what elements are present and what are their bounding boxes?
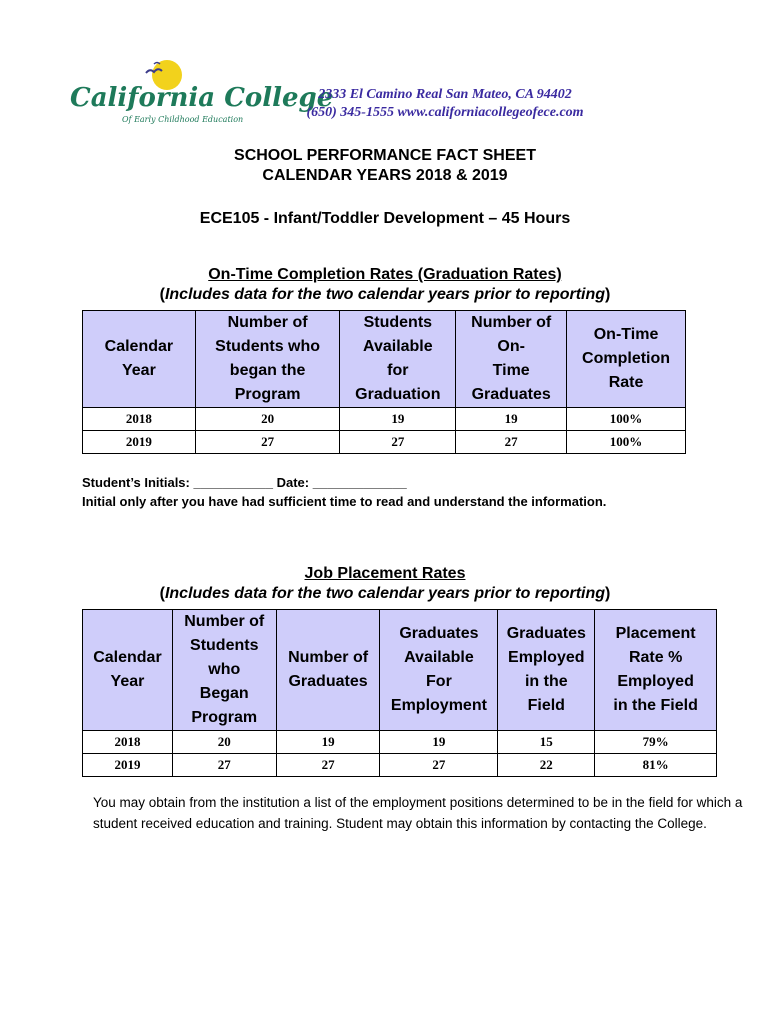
footer-note: You may obtain from the institution a list of the employment positions determined to be in the field for which a student received education and training. Student may obtain this information by contacting the College. bbox=[93, 795, 743, 831]
cell-year: 2018 bbox=[83, 731, 173, 754]
table-row bbox=[83, 754, 717, 777]
cell-available: 19 bbox=[380, 731, 498, 754]
cell-graduates: 19 bbox=[276, 731, 380, 754]
initials-date-line[interactable]: Student’s Initials: ___________ Date: _____________ bbox=[82, 475, 407, 490]
cell-available: 27 bbox=[340, 431, 456, 454]
course-title: ECE105 - Infant/Toddler Development – 45 Hours bbox=[199, 210, 571, 227]
cell-graduates: 19 bbox=[456, 408, 567, 431]
header-graduates-available: Graduates Available For Employment bbox=[380, 610, 498, 731]
table-row bbox=[83, 431, 686, 454]
cell-graduates: 27 bbox=[276, 754, 380, 777]
cell-employed: 15 bbox=[498, 731, 595, 754]
header-students-available: Students Available for Graduation bbox=[340, 311, 456, 408]
completion-heading bbox=[0, 265, 770, 305]
placement-heading-text: Job Placement Rates bbox=[304, 565, 466, 582]
document-title bbox=[0, 146, 770, 186]
table-header-row bbox=[83, 610, 717, 731]
cell-year: 2019 bbox=[83, 431, 196, 454]
placement-heading bbox=[0, 564, 770, 604]
address-line: 2333 El Camino Real San Mateo, CA 94402 bbox=[318, 87, 572, 102]
table-row bbox=[83, 408, 686, 431]
header-calendar-year: Calendar Year bbox=[83, 610, 173, 731]
table-row bbox=[83, 731, 717, 754]
college-address bbox=[280, 86, 610, 122]
cell-available: 27 bbox=[380, 754, 498, 777]
cell-began: 20 bbox=[172, 731, 276, 754]
completion-heading-text: On-Time Completion Rates (Graduation Rates) bbox=[208, 266, 562, 283]
header-students-began: Number of Students who began the Program bbox=[195, 311, 340, 408]
table-header-row bbox=[83, 311, 686, 408]
phone-website-line: (650) 345-1555 www.californiacollegeofece.com bbox=[306, 105, 584, 120]
header-on-time-graduates: Number of On- Time Graduates bbox=[456, 311, 567, 408]
cell-rate: 100% bbox=[567, 431, 686, 454]
placement-table bbox=[82, 609, 717, 777]
title-line-1: SCHOOL PERFORMANCE FACT SHEET bbox=[234, 147, 536, 164]
header-calendar-year: Calendar Year bbox=[83, 311, 196, 408]
college-logo bbox=[66, 56, 334, 126]
logo-wordmark: California College bbox=[70, 83, 334, 113]
header-completion-rate: On-Time Completion Rate bbox=[567, 311, 686, 408]
header-students-began: Number of Students who Began Program bbox=[172, 610, 276, 731]
cell-graduates: 27 bbox=[456, 431, 567, 454]
cell-year: 2018 bbox=[83, 408, 196, 431]
completion-note: (Includes data for the two calendar years prior to reporting) bbox=[159, 286, 611, 303]
completion-table bbox=[82, 310, 686, 454]
cell-employed: 22 bbox=[498, 754, 595, 777]
cell-available: 19 bbox=[340, 408, 456, 431]
cell-rate: 79% bbox=[595, 731, 717, 754]
header-placement-rate: Placement Rate % Employed in the Field bbox=[595, 610, 717, 731]
cell-rate: 100% bbox=[567, 408, 686, 431]
acknowledgement bbox=[82, 473, 606, 511]
cell-began: 27 bbox=[195, 431, 340, 454]
placement-note: (Includes data for the two calendar years prior to reporting) bbox=[159, 585, 611, 602]
cell-began: 27 bbox=[172, 754, 276, 777]
cell-year: 2019 bbox=[83, 754, 173, 777]
logo-tagline: Of Early Childhood Education bbox=[122, 115, 244, 124]
cell-rate: 81% bbox=[595, 754, 717, 777]
header-number-graduates: Number of Graduates bbox=[276, 610, 380, 731]
initials-instruction: Initial only after you have had sufficient time to read and understand the information. bbox=[82, 494, 607, 509]
title-line-2: CALENDAR YEARS 2018 & 2019 bbox=[262, 167, 508, 184]
cell-began: 20 bbox=[195, 408, 340, 431]
header-graduates-employed: Graduates Employed in the Field bbox=[498, 610, 595, 731]
